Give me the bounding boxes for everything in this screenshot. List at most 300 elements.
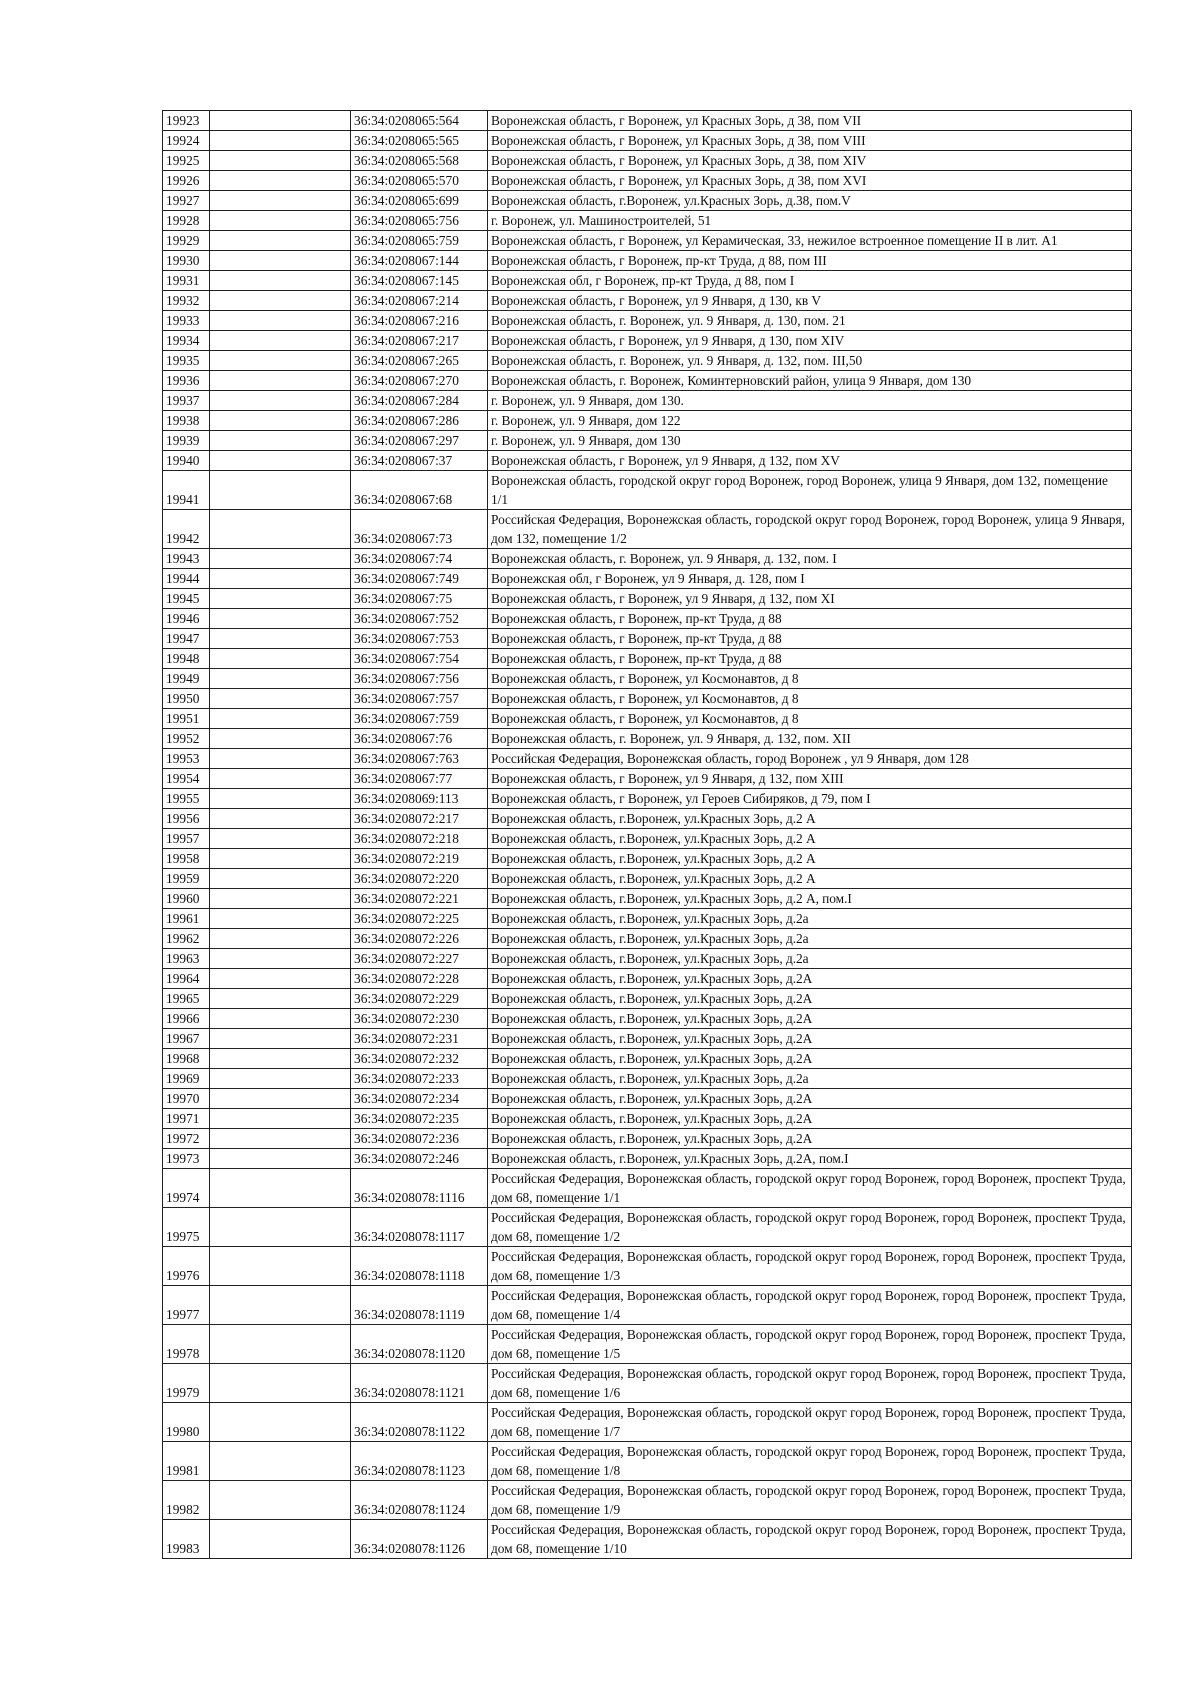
row-number-cell: 19957: [163, 829, 210, 849]
row-number-cell: 19949: [163, 669, 210, 689]
empty-cell: [210, 371, 351, 391]
empty-cell: [210, 391, 351, 411]
empty-cell: [210, 569, 351, 589]
address-cell: Воронежская область, г Воронеж, ул Космонавтов, д 8: [488, 689, 1132, 709]
empty-cell: [210, 1442, 351, 1481]
row-number-cell: 19964: [163, 969, 210, 989]
cadastral-number-cell: 36:34:0208065:756: [351, 211, 488, 231]
table-row: [163, 451, 1132, 471]
cadastral-number-cell: 36:34:0208067:37: [351, 451, 488, 471]
cadastral-number-cell: 36:34:0208067:217: [351, 331, 488, 351]
cadastral-number-cell: 36:34:0208078:1121: [351, 1364, 488, 1403]
empty-cell: [210, 1364, 351, 1403]
row-number-cell: 19981: [163, 1442, 210, 1481]
table-row: [163, 271, 1132, 291]
row-number-cell: 19971: [163, 1109, 210, 1129]
empty-cell: [210, 471, 351, 510]
address-cell: Воронежская область, г Воронеж, пр-кт Труда, д 88: [488, 649, 1132, 669]
empty-cell: [210, 171, 351, 191]
address-cell: Воронежская область, г Воронеж, пр-кт Труда, д 88: [488, 629, 1132, 649]
table-row: [163, 889, 1132, 909]
cadastral-number-cell: 36:34:0208072:246: [351, 1149, 488, 1169]
cadastral-number-cell: 36:34:0208072:218: [351, 829, 488, 849]
row-number-cell: 19955: [163, 789, 210, 809]
address-cell: Воронежская область, г Воронеж, ул Красных Зорь, д 38, пом VII: [488, 111, 1132, 131]
empty-cell: [210, 251, 351, 271]
empty-cell: [210, 411, 351, 431]
row-number-cell: 19966: [163, 1009, 210, 1029]
address-cell: Воронежская область, г. Воронеж, ул. 9 Января, д. 130, пом. 21: [488, 311, 1132, 331]
empty-cell: [210, 211, 351, 231]
table-row: [163, 131, 1132, 151]
address-cell: Воронежская область, г Воронеж, ул Красных Зорь, д 38, пом VIII: [488, 131, 1132, 151]
cadastral-number-cell: 36:34:0208067:77: [351, 769, 488, 789]
empty-cell: [210, 1009, 351, 1029]
address-cell: Российская Федерация, Воронежская область, город Воронеж , ул 9 Января, дом 128: [488, 749, 1132, 769]
table-row: [163, 849, 1132, 869]
address-cell: Воронежская область, г.Воронеж, ул.Красных Зорь, д.2 А: [488, 849, 1132, 869]
empty-cell: [210, 609, 351, 629]
table-row: [163, 351, 1132, 371]
row-number-cell: 19929: [163, 231, 210, 251]
empty-cell: [210, 709, 351, 729]
row-number-cell: 19962: [163, 929, 210, 949]
row-number-cell: 19927: [163, 191, 210, 211]
table-row: [163, 1029, 1132, 1049]
table-row: [163, 1286, 1132, 1325]
empty-cell: [210, 1149, 351, 1169]
address-cell: Воронежская область, г. Воронеж, ул. 9 Января, д. 132, пом. XII: [488, 729, 1132, 749]
empty-cell: [210, 331, 351, 351]
empty-cell: [210, 809, 351, 829]
table-row: [163, 1208, 1132, 1247]
table-row: [163, 1149, 1132, 1169]
cadastral-number-cell: 36:34:0208072:231: [351, 1029, 488, 1049]
address-cell: Воронежская область, г Воронеж, ул Керамическая, 33, нежилое встроенное помещение II в лит. А1: [488, 231, 1132, 251]
address-cell: Российская Федерация, Воронежская область, городской округ город Воронеж, город Воронеж, проспект Труда, дом 68, помещение 1/10: [488, 1520, 1132, 1559]
cadastral-number-cell: 36:34:0208078:1117: [351, 1208, 488, 1247]
cadastral-number-cell: 36:34:0208072:225: [351, 909, 488, 929]
address-cell: Воронежская область, г. Воронеж, ул. 9 Января, д. 132, пом. III,50: [488, 351, 1132, 371]
cadastral-number-cell: 36:34:0208067:759: [351, 709, 488, 729]
empty-cell: [210, 1129, 351, 1149]
cadastral-number-cell: 36:34:0208067:270: [351, 371, 488, 391]
cadastral-number-cell: 36:34:0208067:214: [351, 291, 488, 311]
table-row: [163, 569, 1132, 589]
address-cell: Российская Федерация, Воронежская область, городской округ город Воронеж, город Воронеж, проспект Труда, дом 68, помещение 1/8: [488, 1442, 1132, 1481]
table-row: [163, 709, 1132, 729]
address-cell: Воронежская область, г. Воронеж, Коминтерновский район, улица 9 Января, дом 130: [488, 371, 1132, 391]
empty-cell: [210, 1403, 351, 1442]
empty-cell: [210, 1169, 351, 1208]
cadastral-number-cell: 36:34:0208072:227: [351, 949, 488, 969]
cadastral-number-cell: 36:34:0208067:756: [351, 669, 488, 689]
table-row: [163, 191, 1132, 211]
address-cell: Российская Федерация, Воронежская область, городской округ город Воронеж, город Воронеж, проспект Труда, дом 68, помещение 1/6: [488, 1364, 1132, 1403]
cadastral-number-cell: 36:34:0208067:73: [351, 510, 488, 549]
empty-cell: [210, 969, 351, 989]
row-number-cell: 19926: [163, 171, 210, 191]
empty-cell: [210, 689, 351, 709]
row-number-cell: 19946: [163, 609, 210, 629]
table-row: [163, 909, 1132, 929]
table-row: [163, 151, 1132, 171]
empty-cell: [210, 649, 351, 669]
table-row: [163, 929, 1132, 949]
row-number-cell: 19980: [163, 1403, 210, 1442]
table-row: [163, 549, 1132, 569]
address-cell: Воронежская область, г Воронеж, ул 9 Января, д 130, кв V: [488, 291, 1132, 311]
empty-cell: [210, 889, 351, 909]
row-number-cell: 19939: [163, 431, 210, 451]
cadastral-number-cell: 36:34:0208067:74: [351, 549, 488, 569]
empty-cell: [210, 769, 351, 789]
row-number-cell: 19933: [163, 311, 210, 331]
row-number-cell: 19941: [163, 471, 210, 510]
table-row: [163, 510, 1132, 549]
table-row: [163, 1442, 1132, 1481]
cadastral-number-cell: 36:34:0208072:230: [351, 1009, 488, 1029]
table-row: [163, 1520, 1132, 1559]
cadastral-number-cell: 36:34:0208067:76: [351, 729, 488, 749]
row-number-cell: 19958: [163, 849, 210, 869]
address-cell: Воронежская область, г Воронеж, пр-кт Труда, д 88: [488, 609, 1132, 629]
row-number-cell: 19952: [163, 729, 210, 749]
row-number-cell: 19947: [163, 629, 210, 649]
empty-cell: [210, 1481, 351, 1520]
row-number-cell: 19940: [163, 451, 210, 471]
cadastral-number-cell: 36:34:0208067:265: [351, 351, 488, 371]
address-cell: Воронежская область, г.Воронеж, ул.Красных Зорь, д.2А: [488, 1009, 1132, 1029]
empty-cell: [210, 789, 351, 809]
address-cell: Российская Федерация, Воронежская область, городской округ город Воронеж, город Воронеж, улица 9 Января, дом 132, помещение 1/2: [488, 510, 1132, 549]
empty-cell: [210, 749, 351, 769]
empty-cell: [210, 1520, 351, 1559]
empty-cell: [210, 311, 351, 331]
table-row: [163, 231, 1132, 251]
empty-cell: [210, 351, 351, 371]
address-cell: г. Воронеж, ул. 9 Января, дом 130: [488, 431, 1132, 451]
address-cell: Воронежская область, г Воронеж, пр-кт Труда, д 88, пом III: [488, 251, 1132, 271]
table-row: [163, 111, 1132, 131]
cadastral-number-cell: 36:34:0208072:229: [351, 989, 488, 1009]
table-row: [163, 789, 1132, 809]
cadastral-number-cell: 36:34:0208067:297: [351, 431, 488, 451]
address-cell: Воронежская область, г.Воронеж, ул.Красных Зорь, д.2а: [488, 909, 1132, 929]
table-row: [163, 1069, 1132, 1089]
table-row: [163, 809, 1132, 829]
table-row: [163, 1089, 1132, 1109]
cadastral-number-cell: 36:34:0208065:564: [351, 111, 488, 131]
row-number-cell: 19944: [163, 569, 210, 589]
empty-cell: [210, 451, 351, 471]
cadastral-number-cell: 36:34:0208072:236: [351, 1129, 488, 1149]
row-number-cell: 19976: [163, 1247, 210, 1286]
row-number-cell: 19965: [163, 989, 210, 1009]
empty-cell: [210, 1247, 351, 1286]
cadastral-number-cell: 36:34:0208072:235: [351, 1109, 488, 1129]
row-number-cell: 19938: [163, 411, 210, 431]
table-row: [163, 211, 1132, 231]
cadastral-number-cell: 36:34:0208072:217: [351, 809, 488, 829]
table-row: [163, 1325, 1132, 1364]
address-cell: Воронежская обл, г Воронеж, пр-кт Труда, д 88, пом I: [488, 271, 1132, 291]
address-cell: Воронежская область, г Воронеж, ул 9 Января, д 132, пом XIII: [488, 769, 1132, 789]
address-cell: Российская Федерация, Воронежская область, городской округ город Воронеж, город Воронеж, проспект Труда, дом 68, помещение 1/3: [488, 1247, 1132, 1286]
address-cell: Воронежская область, г Воронеж, ул Космонавтов, д 8: [488, 669, 1132, 689]
address-cell: Воронежская область, г.Воронеж, ул.Красных Зорь, д.2 А: [488, 829, 1132, 849]
address-cell: Воронежская область, г.Воронеж, ул.Красных Зорь, д.2А: [488, 1089, 1132, 1109]
address-cell: Воронежская область, г Воронеж, ул Героев Сибиряков, д 79, пом I: [488, 789, 1132, 809]
table-row: [163, 431, 1132, 451]
address-cell: Воронежская область, г.Воронеж, ул.Красных Зорь, д.2 А: [488, 869, 1132, 889]
table-row: [163, 689, 1132, 709]
table-row: [163, 331, 1132, 351]
row-number-cell: 19968: [163, 1049, 210, 1069]
row-number-cell: 19924: [163, 131, 210, 151]
empty-cell: [210, 629, 351, 649]
empty-cell: [210, 151, 351, 171]
address-cell: Воронежская обл, г Воронеж, ул 9 Января, д. 128, пом I: [488, 569, 1132, 589]
row-number-cell: 19928: [163, 211, 210, 231]
cadastral-number-cell: 36:34:0208067:144: [351, 251, 488, 271]
cadastral-number-cell: 36:34:0208067:749: [351, 569, 488, 589]
row-number-cell: 19959: [163, 869, 210, 889]
row-number-cell: 19983: [163, 1520, 210, 1559]
address-cell: Воронежская область, г.Воронеж, ул.Красных Зорь, д.2А: [488, 1029, 1132, 1049]
address-cell: Воронежская область, г Воронеж, ул Космонавтов, д 8: [488, 709, 1132, 729]
address-cell: Воронежская область, г.Воронеж, ул.Красных Зорь, д.2А: [488, 969, 1132, 989]
address-cell: Воронежская область, г.Воронеж, ул.Красных Зорь, д.38, пом.V: [488, 191, 1132, 211]
table-row: [163, 969, 1132, 989]
address-cell: Воронежская область, г.Воронеж, ул.Красных Зорь, д.2А, пом.I: [488, 1149, 1132, 1169]
table-row: [163, 311, 1132, 331]
row-number-cell: 19954: [163, 769, 210, 789]
row-number-cell: 19977: [163, 1286, 210, 1325]
row-number-cell: 19953: [163, 749, 210, 769]
empty-cell: [210, 1029, 351, 1049]
address-cell: Воронежская область, г. Воронеж, ул. 9 Января, д. 132, пом. I: [488, 549, 1132, 569]
table-row: [163, 869, 1132, 889]
table-row: [163, 989, 1132, 1009]
cadastral-number-cell: 36:34:0208065:570: [351, 171, 488, 191]
row-number-cell: 19978: [163, 1325, 210, 1364]
cadastral-number-cell: 36:34:0208078:1126: [351, 1520, 488, 1559]
cadastral-number-cell: 36:34:0208065:759: [351, 231, 488, 251]
address-cell: Воронежская область, г.Воронеж, ул.Красных Зорь, д.2А: [488, 1109, 1132, 1129]
row-number-cell: 19969: [163, 1069, 210, 1089]
row-number-cell: 19973: [163, 1149, 210, 1169]
table-row: [163, 949, 1132, 969]
table-row: [163, 1364, 1132, 1403]
row-number-cell: 19936: [163, 371, 210, 391]
row-number-cell: 19948: [163, 649, 210, 669]
empty-cell: [210, 549, 351, 569]
table-row: [163, 1403, 1132, 1442]
address-cell: Воронежская область, г.Воронеж, ул.Красных Зорь, д.2 А: [488, 809, 1132, 829]
cadastral-number-cell: 36:34:0208072:232: [351, 1049, 488, 1069]
table-row: [163, 829, 1132, 849]
table-row: [163, 411, 1132, 431]
address-cell: Воронежская область, г.Воронеж, ул.Красных Зорь, д.2А: [488, 989, 1132, 1009]
row-number-cell: 19963: [163, 949, 210, 969]
row-number-cell: 19956: [163, 809, 210, 829]
address-cell: Воронежская область, г Воронеж, ул Красных Зорь, д 38, пом XVI: [488, 171, 1132, 191]
address-cell: Воронежская область, городской округ город Воронеж, город Воронеж, улица 9 Января, дом 132, помещение 1/1: [488, 471, 1132, 510]
cadastral-number-cell: 36:34:0208072:234: [351, 1089, 488, 1109]
address-cell: Воронежская область, г Воронеж, ул 9 Января, д 130, пом XIV: [488, 331, 1132, 351]
cadastral-number-cell: 36:34:0208067:754: [351, 649, 488, 669]
empty-cell: [210, 669, 351, 689]
cadastral-number-cell: 36:34:0208072:220: [351, 869, 488, 889]
row-number-cell: 19975: [163, 1208, 210, 1247]
row-number-cell: 19925: [163, 151, 210, 171]
table-row: [163, 629, 1132, 649]
table-row: [163, 471, 1132, 510]
empty-cell: [210, 291, 351, 311]
empty-cell: [210, 1325, 351, 1364]
table-row: [163, 729, 1132, 749]
table-row: [163, 749, 1132, 769]
table-row: [163, 1247, 1132, 1286]
row-number-cell: 19951: [163, 709, 210, 729]
cadastral-number-cell: 36:34:0208072:221: [351, 889, 488, 909]
cadastral-number-cell: 36:34:0208067:284: [351, 391, 488, 411]
table-row: [163, 769, 1132, 789]
address-cell: Воронежская область, г.Воронеж, ул.Красных Зорь, д.2А: [488, 1049, 1132, 1069]
table-row: [163, 1009, 1132, 1029]
cadastral-number-cell: 36:34:0208072:233: [351, 1069, 488, 1089]
empty-cell: [210, 869, 351, 889]
cadastral-number-cell: 36:34:0208078:1122: [351, 1403, 488, 1442]
row-number-cell: 19950: [163, 689, 210, 709]
cadastral-number-cell: 36:34:0208065:565: [351, 131, 488, 151]
empty-cell: [210, 131, 351, 151]
empty-cell: [210, 431, 351, 451]
cadastral-number-cell: 36:34:0208072:226: [351, 929, 488, 949]
address-cell: Воронежская область, г.Воронеж, ул.Красных Зорь, д.2а: [488, 929, 1132, 949]
register-body: [163, 111, 1132, 1559]
cadastral-number-cell: 36:34:0208078:1123: [351, 1442, 488, 1481]
empty-cell: [210, 510, 351, 549]
empty-cell: [210, 929, 351, 949]
cadastral-number-cell: 36:34:0208067:752: [351, 609, 488, 629]
address-cell: Российская Федерация, Воронежская область, городской округ город Воронеж, город Воронеж, проспект Труда, дом 68, помещение 1/9: [488, 1481, 1132, 1520]
cadastral-number-cell: 36:34:0208078:1118: [351, 1247, 488, 1286]
empty-cell: [210, 729, 351, 749]
table-row: [163, 1129, 1132, 1149]
address-cell: Воронежская область, г.Воронеж, ул.Красных Зорь, д.2а: [488, 1069, 1132, 1089]
table-row: [163, 171, 1132, 191]
row-number-cell: 19930: [163, 251, 210, 271]
empty-cell: [210, 849, 351, 869]
row-number-cell: 19923: [163, 111, 210, 131]
address-cell: Российская Федерация, Воронежская область, городской округ город Воронеж, город Воронеж, проспект Труда, дом 68, помещение 1/1: [488, 1169, 1132, 1208]
cadastral-number-cell: 36:34:0208069:113: [351, 789, 488, 809]
empty-cell: [210, 829, 351, 849]
address-cell: г. Воронеж, ул. Машиностроителей, 51: [488, 211, 1132, 231]
empty-cell: [210, 989, 351, 1009]
address-cell: Российская Федерация, Воронежская область, городской округ город Воронеж, город Воронеж, проспект Труда, дом 68, помещение 1/4: [488, 1286, 1132, 1325]
row-number-cell: 19982: [163, 1481, 210, 1520]
empty-cell: [210, 909, 351, 929]
empty-cell: [210, 231, 351, 251]
empty-cell: [210, 1049, 351, 1069]
cadastral-number-cell: 36:34:0208067:753: [351, 629, 488, 649]
address-cell: Воронежская область, г.Воронеж, ул.Красных Зорь, д.2А: [488, 1129, 1132, 1149]
cadastral-number-cell: 36:34:0208065:699: [351, 191, 488, 211]
address-cell: Воронежская область, г Воронеж, ул 9 Января, д 132, пом XV: [488, 451, 1132, 471]
address-cell: Российская Федерация, Воронежская область, городской округ город Воронеж, город Воронеж, проспект Труда, дом 68, помещение 1/5: [488, 1325, 1132, 1364]
row-number-cell: 19979: [163, 1364, 210, 1403]
empty-cell: [210, 111, 351, 131]
table-row: [163, 251, 1132, 271]
cadastral-number-cell: 36:34:0208078:1116: [351, 1169, 488, 1208]
empty-cell: [210, 589, 351, 609]
table-row: [163, 649, 1132, 669]
cadastral-number-cell: 36:34:0208067:757: [351, 689, 488, 709]
address-cell: Воронежская область, г Воронеж, ул 9 Января, д 132, пом XI: [488, 589, 1132, 609]
empty-cell: [210, 191, 351, 211]
table-row: [163, 371, 1132, 391]
cadastral-number-cell: 36:34:0208067:286: [351, 411, 488, 431]
cadastral-number-cell: 36:34:0208072:228: [351, 969, 488, 989]
address-cell: Воронежская область, г.Воронеж, ул.Красных Зорь, д.2 А, пом.I: [488, 889, 1132, 909]
cadastral-number-cell: 36:34:0208078:1124: [351, 1481, 488, 1520]
address-cell: г. Воронеж, ул. 9 Января, дом 130.: [488, 391, 1132, 411]
row-number-cell: 19931: [163, 271, 210, 291]
row-number-cell: 19945: [163, 589, 210, 609]
table-row: [163, 1109, 1132, 1129]
table-row: [163, 609, 1132, 629]
cadastral-number-cell: 36:34:0208072:219: [351, 849, 488, 869]
property-register-table: [162, 110, 1132, 1559]
empty-cell: [210, 1109, 351, 1129]
cadastral-number-cell: 36:34:0208067:763: [351, 749, 488, 769]
row-number-cell: 19974: [163, 1169, 210, 1208]
address-cell: г. Воронеж, ул. 9 Января, дом 122: [488, 411, 1132, 431]
cadastral-number-cell: 36:34:0208067:68: [351, 471, 488, 510]
empty-cell: [210, 1286, 351, 1325]
row-number-cell: 19937: [163, 391, 210, 411]
row-number-cell: 19961: [163, 909, 210, 929]
row-number-cell: 19932: [163, 291, 210, 311]
empty-cell: [210, 271, 351, 291]
address-cell: Российская Федерация, Воронежская область, городской округ город Воронеж, город Воронеж, проспект Труда, дом 68, помещение 1/2: [488, 1208, 1132, 1247]
table-row: [163, 1169, 1132, 1208]
cadastral-number-cell: 36:34:0208067:75: [351, 589, 488, 609]
row-number-cell: 19942: [163, 510, 210, 549]
cadastral-number-cell: 36:34:0208067:216: [351, 311, 488, 331]
address-cell: Российская Федерация, Воронежская область, городской округ город Воронеж, город Воронеж, проспект Труда, дом 68, помещение 1/7: [488, 1403, 1132, 1442]
empty-cell: [210, 1208, 351, 1247]
row-number-cell: 19972: [163, 1129, 210, 1149]
address-cell: Воронежская область, г Воронеж, ул Красных Зорь, д 38, пом XIV: [488, 151, 1132, 171]
table-row: [163, 391, 1132, 411]
row-number-cell: 19943: [163, 549, 210, 569]
row-number-cell: 19970: [163, 1089, 210, 1109]
row-number-cell: 19960: [163, 889, 210, 909]
empty-cell: [210, 1089, 351, 1109]
cadastral-number-cell: 36:34:0208078:1120: [351, 1325, 488, 1364]
table-row: [163, 291, 1132, 311]
empty-cell: [210, 949, 351, 969]
cadastral-number-cell: 36:34:0208067:145: [351, 271, 488, 291]
address-cell: Воронежская область, г.Воронеж, ул.Красных Зорь, д.2а: [488, 949, 1132, 969]
cadastral-number-cell: 36:34:0208065:568: [351, 151, 488, 171]
table-row: [163, 1049, 1132, 1069]
table-row: [163, 1481, 1132, 1520]
